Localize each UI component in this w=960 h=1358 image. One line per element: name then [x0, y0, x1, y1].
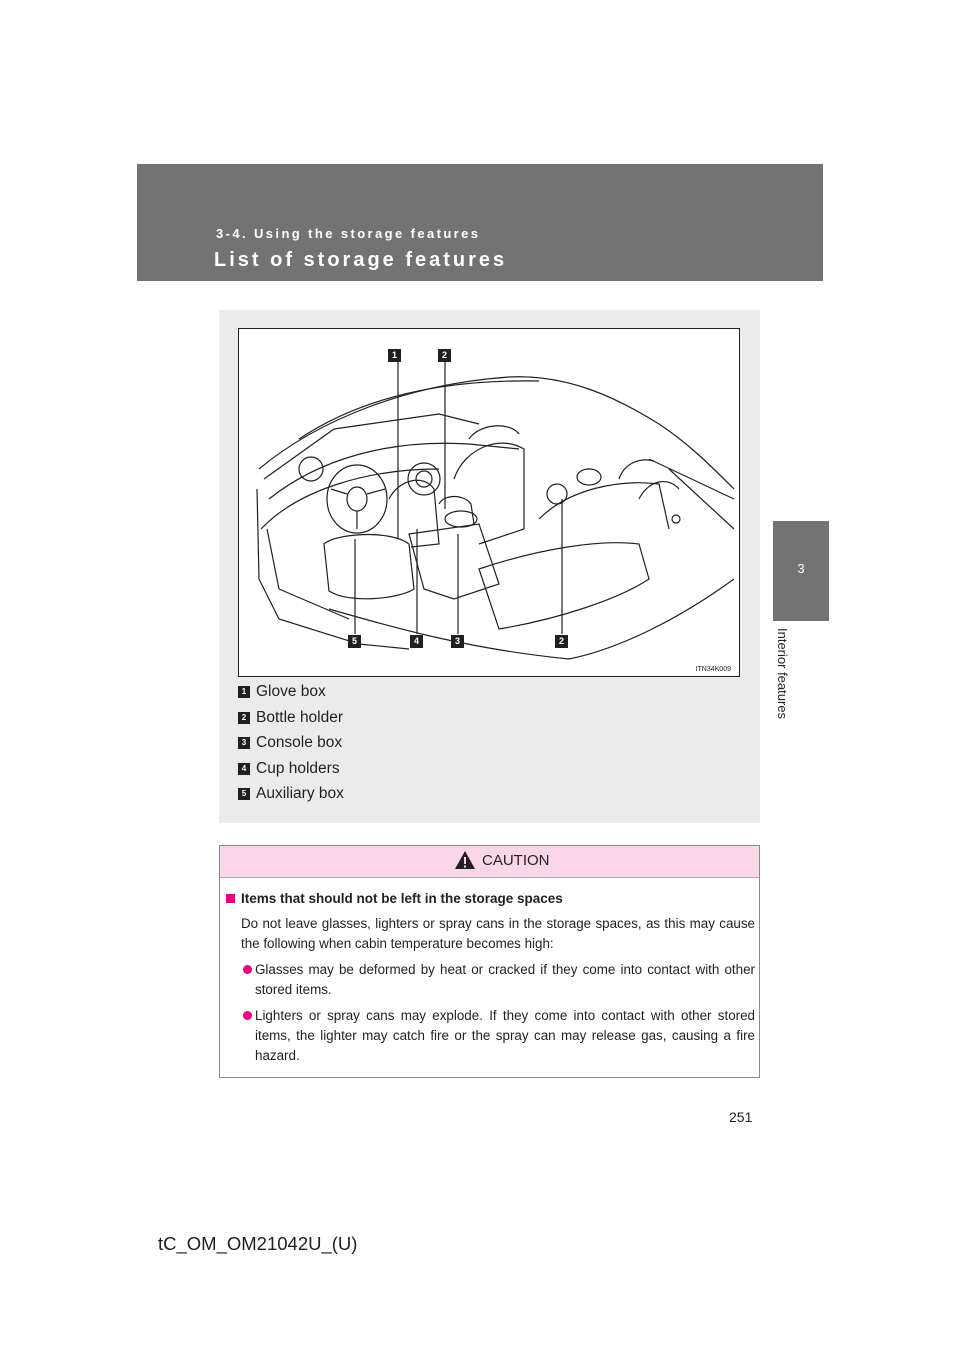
chapter-number: 3	[797, 561, 805, 576]
callout-glove-box: 1	[388, 349, 401, 362]
caution-subheading-text: Items that should not be left in the storage spaces	[241, 891, 563, 906]
callout-auxiliary-box: 5	[348, 635, 361, 648]
caution-subheading	[226, 891, 563, 906]
car-interior-drawing	[239, 329, 739, 676]
page-number: 251	[729, 1109, 753, 1125]
caution-title: CAUTION	[482, 852, 550, 869]
warning-triangle-icon	[454, 850, 476, 870]
legend-label: Glove box	[256, 683, 326, 700]
legend-label: Cup holders	[256, 759, 340, 777]
callout-cup-holders: 4	[410, 635, 423, 648]
callout-bottle-holder-rear: 2	[555, 635, 568, 648]
legend-number: 4	[238, 763, 250, 775]
legend-label: Console box	[256, 734, 343, 752]
bullet-dot-icon	[243, 1011, 252, 1020]
interior-illustration	[238, 328, 740, 677]
legend-number: 1	[238, 686, 250, 698]
caution-bullet: Lighters or spray cans may explode. If they come into contact with other stored items, the lighter may catch fire or the spray can may release gas, causing a fire hazard.	[255, 1008, 755, 1063]
chapter-label: Interior features	[775, 628, 790, 720]
callout-console-box: 3	[451, 635, 464, 648]
page-title: List of storage features	[214, 249, 508, 271]
chapter-tab	[773, 521, 829, 621]
legend-number: 2	[238, 712, 250, 724]
caution-header	[220, 846, 759, 878]
legend-number: 3	[238, 737, 250, 749]
caution-box	[219, 845, 760, 1078]
figure-code: ITN34K009	[695, 666, 731, 673]
legend-label: Bottle holder	[256, 708, 344, 726]
legend-label: Auxiliary box	[256, 785, 344, 803]
legend-number: 5	[238, 788, 250, 800]
section-heading: 3-4. Using the storage features	[216, 226, 481, 241]
document-code: tC_OM_OM21042U_(U)	[158, 1233, 358, 1254]
caution-intro: Do not leave glasses, lighters or spray cans in the storage spaces, as this may cause the following when cabin temperature becomes high:	[241, 916, 755, 951]
square-bullet-icon	[226, 894, 235, 903]
caution-bullet: Glasses may be deformed by heat or cracked if they come into contact with other stored items.	[255, 962, 755, 997]
callout-bottle-holder: 2	[438, 349, 451, 362]
bullet-dot-icon	[243, 965, 252, 974]
